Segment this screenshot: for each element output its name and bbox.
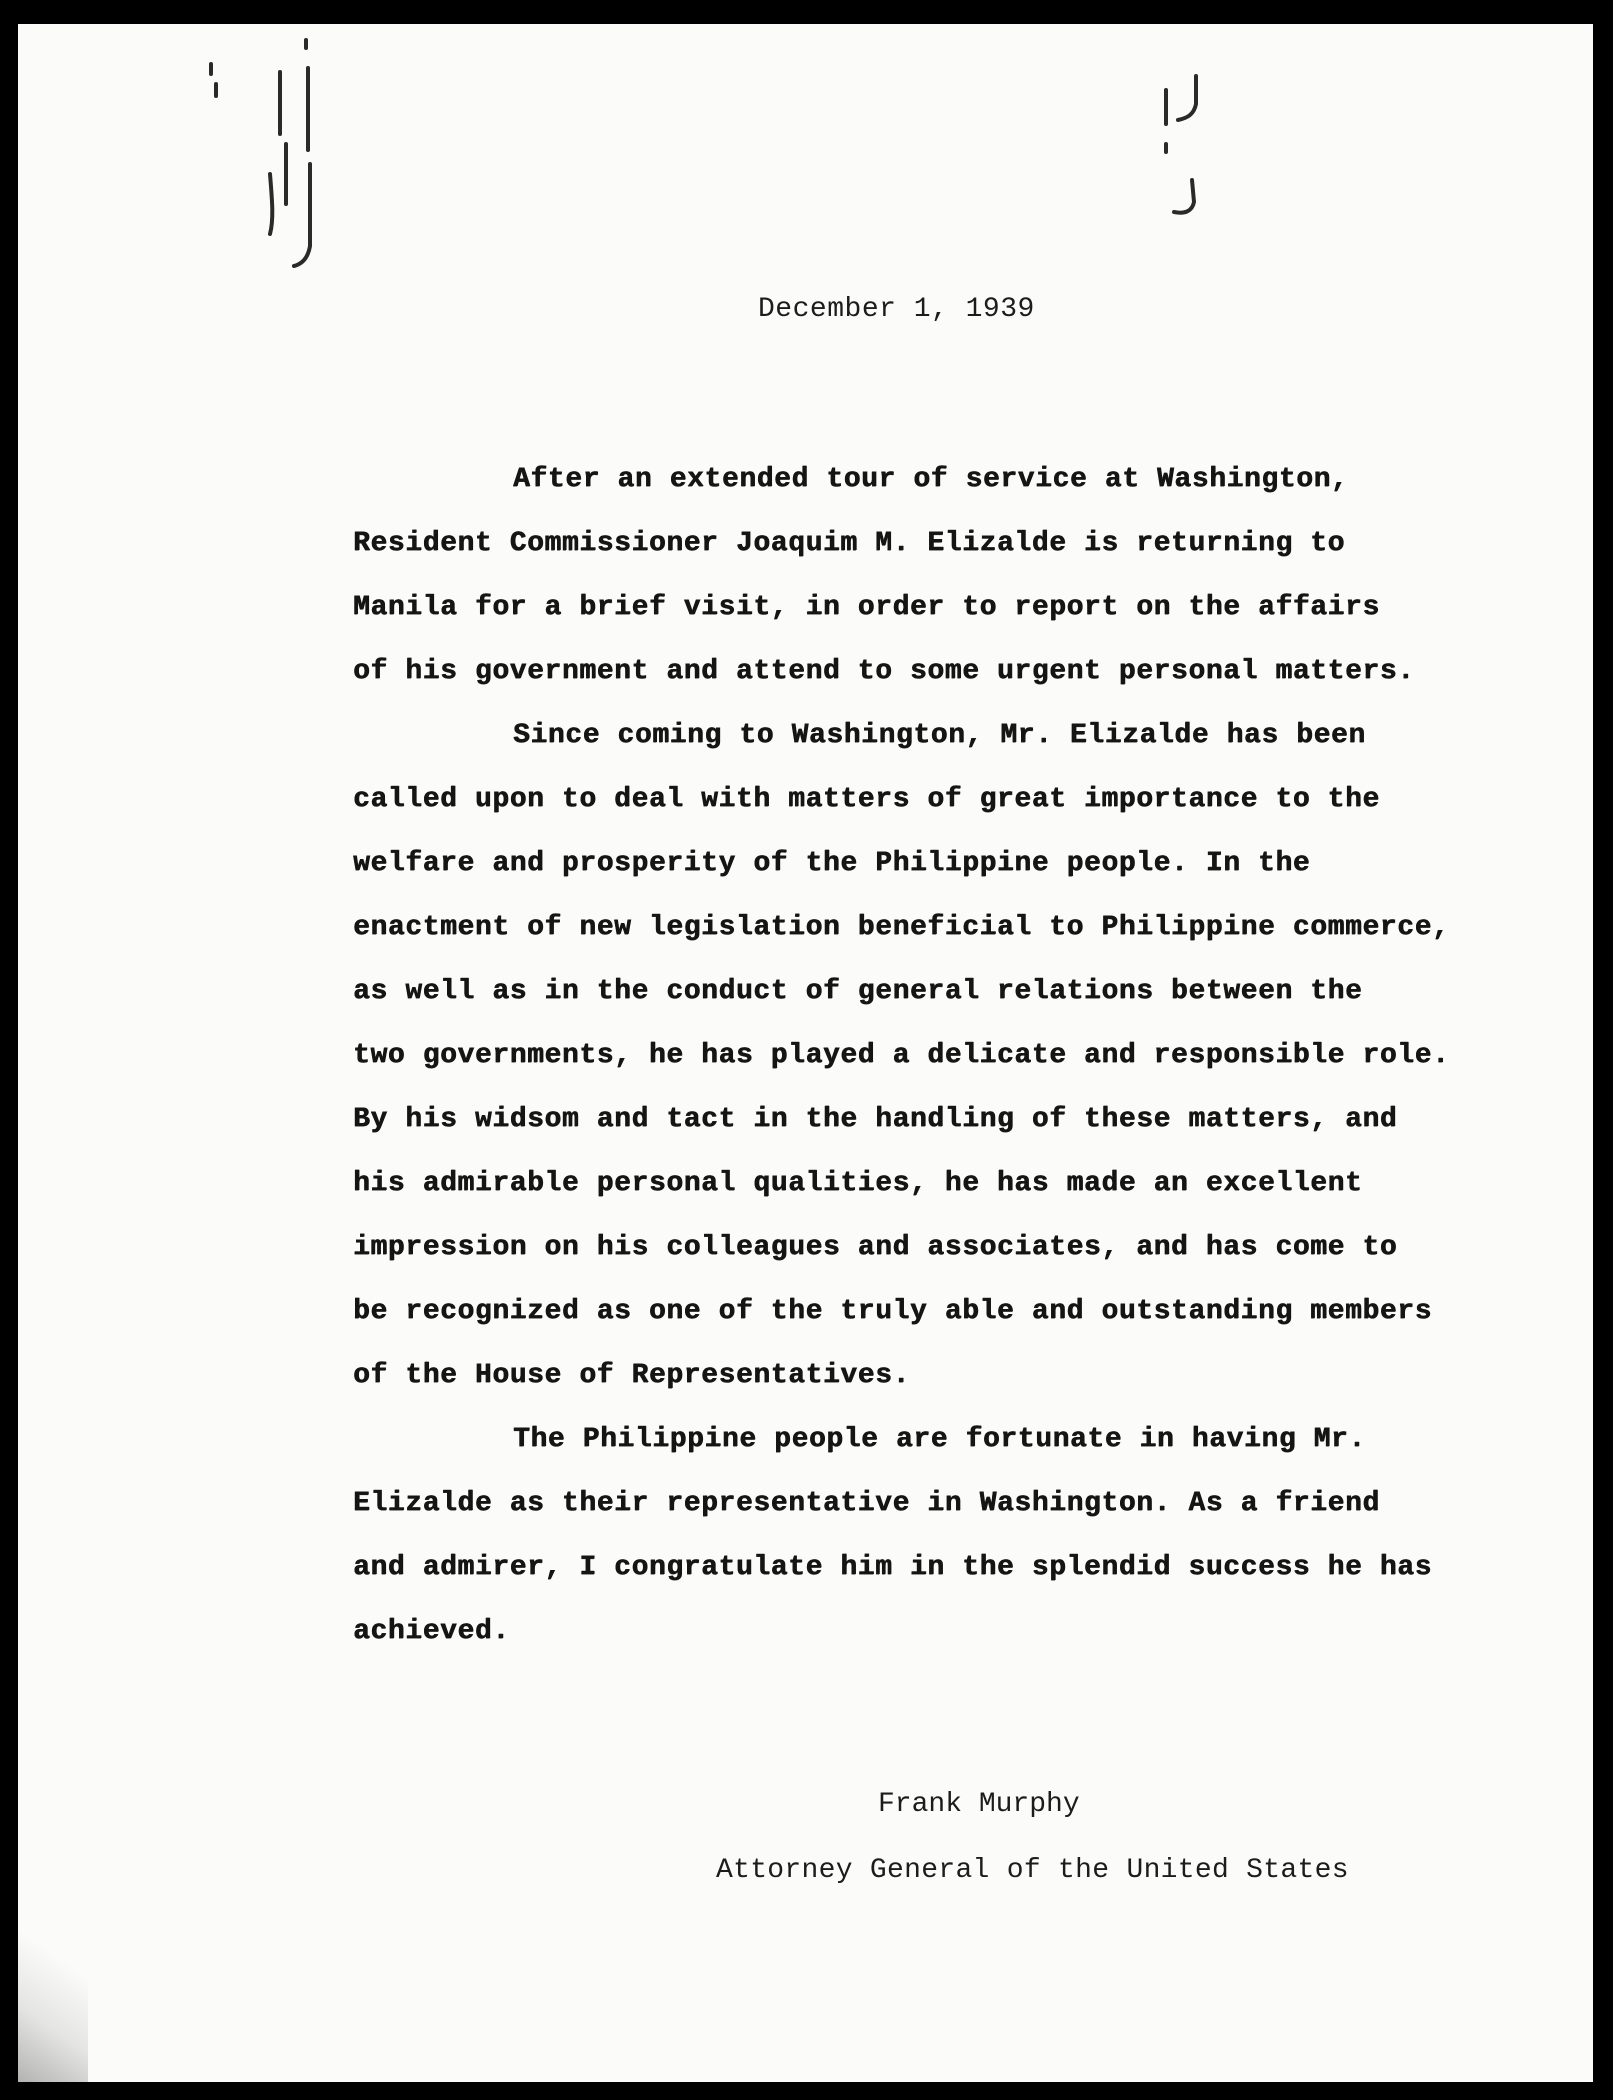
text-line: of his government and attend to some urgent personal matters.	[353, 656, 1415, 687]
text-line: Since coming to Washington, Mr. Elizalde has been	[513, 720, 1366, 751]
text-line: his admirable personal qualities, he has made an excellent	[353, 1168, 1363, 1199]
text-line: achieved.	[353, 1616, 510, 1647]
signature-name: Frank Murphy	[878, 1789, 1080, 1820]
text-line: impression on his colleagues and associates, and has come to	[353, 1232, 1398, 1263]
signature-title: Attorney General of the United States	[716, 1855, 1349, 1886]
text-line: and admirer, I congratulate him in the splendid success he has	[353, 1552, 1432, 1583]
text-line: called upon to deal with matters of great importance to the	[353, 784, 1380, 815]
document-page	[18, 24, 1593, 2082]
punch-hole-marks	[18, 24, 1593, 324]
text-line: Manila for a brief visit, in order to report on the affairs	[353, 592, 1380, 623]
text-line: be recognized as one of the truly able and outstanding members	[353, 1296, 1432, 1327]
text-line: After an extended tour of service at Washington,	[513, 464, 1349, 495]
text-line: Elizalde as their representative in Washington. As a friend	[353, 1488, 1380, 1519]
text-line: enactment of new legislation beneficial to Philippine commerce,	[353, 912, 1450, 943]
text-line: two governments, he has played a delicate and responsible role.	[353, 1040, 1450, 1071]
paragraph-1	[353, 448, 1415, 704]
page-edge-smudge	[18, 1912, 88, 2082]
letter-body	[353, 448, 1450, 1664]
text-line: welfare and prosperity of the Philippine people. In the	[353, 848, 1311, 879]
text-line: The Philippine people are fortunate in having Mr.	[513, 1424, 1366, 1455]
text-line: of the House of Representatives.	[353, 1360, 910, 1391]
paragraph-3	[353, 1408, 1432, 1664]
paragraph-2	[353, 704, 1450, 1408]
text-line: as well as in the conduct of general relations between the	[353, 976, 1363, 1007]
text-line: By his widsom and tact in the handling of these matters, and	[353, 1104, 1398, 1135]
text-line: Resident Commissioner Joaquim M. Elizalde is returning to	[353, 528, 1345, 559]
letter-date: December 1, 1939	[758, 294, 1035, 325]
